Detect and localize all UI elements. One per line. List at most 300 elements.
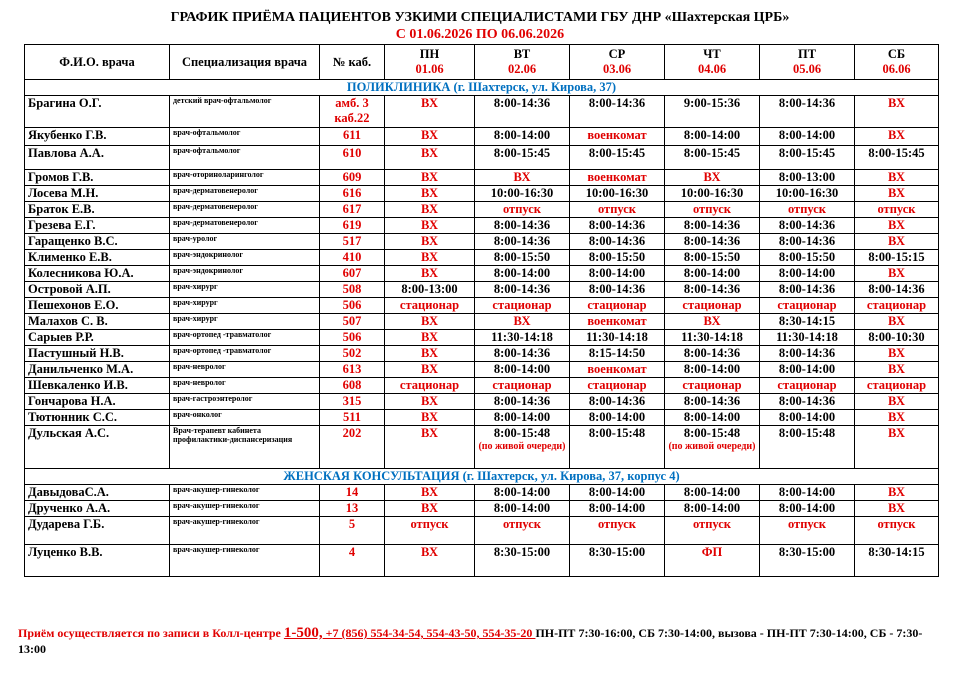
day-schedule-cell: [855, 362, 939, 378]
schedule-value: ВХ: [887, 410, 906, 424]
doctor-name: Громов Г.В.: [25, 170, 170, 186]
schedule-value: ВХ: [420, 426, 439, 440]
day-schedule-cell: [385, 170, 475, 186]
doctor-name: Грезева Е.Г.: [25, 218, 170, 234]
schedule-value: 8:00-14:36: [683, 218, 741, 232]
table-row: [25, 250, 939, 266]
day-schedule-cell: [855, 485, 939, 501]
day-schedule-cell: [570, 298, 665, 314]
schedule-value: отпуск: [692, 202, 732, 216]
table-row: [25, 170, 939, 186]
header-day-thu: ЧТ 04.06: [665, 45, 760, 80]
day-schedule-cell: [385, 394, 475, 410]
schedule-value: 11:30-14:18: [491, 330, 553, 344]
doctor-name: Брагина О.Г.: [25, 96, 170, 128]
day-schedule-cell: [665, 250, 760, 266]
schedule-value: ВХ: [420, 234, 439, 248]
day-schedule-cell: [385, 186, 475, 202]
day-schedule-cell: [570, 346, 665, 362]
doctor-name: Дульская А.С.: [25, 426, 170, 469]
schedule-value: ВХ: [887, 266, 906, 280]
table-row: [25, 362, 939, 378]
schedule-value: ВХ: [887, 218, 906, 232]
day-schedule-cell: [475, 128, 570, 146]
schedule-value: ВХ: [887, 485, 906, 499]
table-row: [25, 545, 939, 577]
doctor-specialization: Врач-терапевт кабинета профилактики-диспансеризация: [170, 426, 320, 469]
schedule-value: 8:00-14:00: [778, 501, 836, 515]
doctor-specialization: врач-онколог: [170, 410, 320, 426]
day-schedule-cell: [385, 501, 475, 517]
day-schedule-cell: [570, 545, 665, 577]
schedule-value: 8:00-14:00: [493, 362, 551, 376]
day-schedule-cell: [475, 378, 570, 394]
schedule-value: ВХ: [420, 218, 439, 232]
section-header-row: [25, 469, 939, 485]
schedule-value: стационар: [587, 298, 647, 312]
day-schedule-cell: [760, 378, 855, 394]
doctor-specialization: врач-акушер-гинеколог: [170, 501, 320, 517]
day-schedule-cell: [385, 298, 475, 314]
day-schedule-cell: [475, 485, 570, 501]
day-schedule-cell: [570, 378, 665, 394]
table-row: [25, 218, 939, 234]
day-schedule-cell: [855, 282, 939, 298]
schedule-value: 8:30-15:00: [778, 545, 836, 559]
day-schedule-cell: [760, 234, 855, 250]
day-schedule-cell: [760, 545, 855, 577]
day-schedule-cell: [760, 426, 855, 469]
schedule-value: ВХ: [420, 146, 439, 160]
schedule-value: 8:00-14:00: [588, 485, 646, 499]
header-name: Ф.И.О. врача: [25, 45, 170, 80]
day-schedule-cell: [855, 170, 939, 186]
day-schedule-cell: [855, 346, 939, 362]
schedule-value: ВХ: [887, 346, 906, 360]
schedule-value: ВХ: [887, 362, 906, 376]
schedule-value: ВХ: [513, 314, 531, 328]
day-schedule-cell: [855, 128, 939, 146]
cabinet-number: 506: [320, 298, 385, 314]
schedule-value: 8:30-14:15: [868, 545, 925, 559]
schedule-value: 8:00-14:36: [493, 282, 551, 296]
cabinet-number: 617: [320, 202, 385, 218]
doctor-specialization: врач-дерматовенеролог: [170, 186, 320, 202]
schedule-value: 10:00-16:30: [775, 186, 839, 200]
day-schedule-cell: [855, 545, 939, 577]
day-schedule-cell: [570, 250, 665, 266]
doctor-specialization: врач-ортопед -травматолог: [170, 346, 320, 362]
day-schedule-cell: [855, 394, 939, 410]
cabinet-number: амб. 3 каб.22: [320, 96, 385, 128]
table-row: [25, 146, 939, 170]
cabinet-number: 4: [320, 545, 385, 577]
day-schedule-cell: [760, 282, 855, 298]
doctor-specialization: врач-невролог: [170, 362, 320, 378]
table-row: [25, 394, 939, 410]
day-schedule-cell: [760, 517, 855, 545]
day-schedule-cell: [385, 517, 475, 545]
schedule-value: 8:00-15:45: [493, 146, 551, 160]
schedule-value: 10:00-16:30: [585, 186, 649, 200]
doctor-specialization: врач-уролог: [170, 234, 320, 250]
day-schedule-cell: [665, 218, 760, 234]
schedule-value: 8:00-15:48: [493, 426, 551, 440]
day-schedule-cell: [855, 266, 939, 282]
schedule-value: военкомат: [587, 128, 647, 142]
doctor-specialization: врач-хирург: [170, 282, 320, 298]
doctor-specialization: врач-офтальмолог: [170, 128, 320, 146]
schedule-value: ВХ: [420, 202, 439, 216]
day-schedule-cell: [760, 186, 855, 202]
schedule-value: 11:30-14:18: [776, 330, 838, 344]
page-title: ГРАФИК ПРИЁМА ПАЦИЕНТОВ УЗКИМИ СПЕЦИАЛИСТАМИ ГБУ ДНР «Шахтерская ЦРБ»: [170, 10, 790, 25]
doctor-specialization: врач-оториноларинголог: [170, 170, 320, 186]
day-schedule-cell: [855, 426, 939, 469]
cabinet-number: 507: [320, 314, 385, 330]
schedule-value: 8:00-14:00: [778, 485, 836, 499]
schedule-value: 8:00-15:48: [588, 426, 646, 440]
schedule-value: 8:00-13:00: [778, 170, 836, 184]
day-schedule-cell: [665, 146, 760, 170]
header-day-fri: ПТ 05.06: [760, 45, 855, 80]
cabinet-number: 202: [320, 426, 385, 469]
doctor-name: Луценко В.В.: [25, 545, 170, 577]
schedule-value: отпуск: [787, 517, 827, 531]
day-schedule-cell: [760, 266, 855, 282]
day-schedule-cell: [665, 410, 760, 426]
day-schedule-cell: [855, 96, 939, 128]
doctor-name: Дударева Г.Б.: [25, 517, 170, 545]
day-schedule-cell: [475, 218, 570, 234]
schedule-value: 8:00-15:45: [683, 146, 741, 160]
schedule-value: 8:00-14:00: [588, 501, 646, 515]
schedule-value: ВХ: [420, 545, 439, 559]
schedule-value: 8:00-14:00: [778, 128, 836, 142]
cabinet-number: 607: [320, 266, 385, 282]
working-hours: ПН-ПТ 7:30-16:00, СБ 7:30-14:00, вызова - ПН-ПТ 7:30-14:00, СБ - 7:30- 13:00: [18, 626, 923, 656]
schedule-value: стационар: [492, 298, 552, 312]
schedule-value: ВХ: [420, 330, 439, 344]
schedule-value: 8:00-15:15: [868, 250, 925, 264]
cabinet-number: 315: [320, 394, 385, 410]
day-schedule-cell: [475, 410, 570, 426]
schedule-value: ВХ: [887, 314, 906, 328]
schedule-value: 10:00-16:30: [680, 186, 744, 200]
header-spec: Специализация врача: [170, 45, 320, 80]
schedule-note: (по живой очереди): [668, 441, 756, 452]
day-schedule-cell: [570, 128, 665, 146]
schedule-value: ВХ: [703, 314, 721, 328]
doctor-specialization: врач-акушер-гинеколог: [170, 485, 320, 501]
day-schedule-cell: [760, 146, 855, 170]
day-schedule-cell: [665, 394, 760, 410]
day-schedule-cell: [475, 346, 570, 362]
day-schedule-cell: [855, 501, 939, 517]
schedule-value: 8:00-14:00: [683, 501, 741, 515]
day-schedule-cell: [570, 170, 665, 186]
schedule-value: ФП: [701, 545, 723, 559]
day-schedule-cell: [385, 266, 475, 282]
day-schedule-cell: [475, 330, 570, 346]
cabinet-number: 13: [320, 501, 385, 517]
day-schedule-cell: [385, 146, 475, 170]
footer-note: Приём осуществляется по записи в Колл-центре 1-500, +7 (856) 554-34-54, 554-43-50, 554-35-20 ПН-ПТ 7:30-16:00, СБ 7:30-14:00, вызова - ПН-ПТ 7:30-14:00, СБ - 7:30- 13:00: [18, 625, 923, 656]
schedule-value: отпуск: [502, 517, 542, 531]
table-row: [25, 96, 939, 128]
day-schedule-cell: [855, 202, 939, 218]
cabinet-number: 5: [320, 517, 385, 545]
schedule-value: 8:00-15:50: [683, 250, 741, 264]
doctor-specialization: врач-невролог: [170, 378, 320, 394]
schedule-value: 11:30-14:18: [681, 330, 743, 344]
table-row: [25, 501, 939, 517]
cabinet-number: 611: [320, 128, 385, 146]
schedule-value: ВХ: [420, 186, 439, 200]
schedule-value: ВХ: [420, 250, 439, 264]
day-schedule-cell: [665, 545, 760, 577]
day-schedule-cell: [855, 146, 939, 170]
day-schedule-cell: [760, 202, 855, 218]
schedule-value: отпуск: [597, 202, 637, 216]
day-schedule-cell: [665, 346, 760, 362]
day-schedule-cell: [385, 218, 475, 234]
doctor-name: Лосева М.Н.: [25, 186, 170, 202]
day-schedule-cell: [570, 501, 665, 517]
doctor-name: Сарыев Р.Р.: [25, 330, 170, 346]
day-schedule-cell: [475, 362, 570, 378]
schedule-value: 8:30-14:15: [778, 314, 836, 328]
cabinet-number: 508: [320, 282, 385, 298]
day-schedule-cell: [570, 202, 665, 218]
day-schedule-cell: [665, 170, 760, 186]
schedule-value: 8:00-14:36: [588, 394, 646, 408]
doctor-name: Друченко А.А.: [25, 501, 170, 517]
header-day-tue: ВТ 02.06: [475, 45, 570, 80]
schedule-value: ВХ: [420, 96, 439, 110]
doctor-name: Гончарова Н.А.: [25, 394, 170, 410]
day-schedule-cell: [855, 410, 939, 426]
cabinet-number: 616: [320, 186, 385, 202]
schedule-value: 8:00-14:00: [683, 266, 741, 280]
table-row: [25, 186, 939, 202]
day-schedule-cell: [665, 282, 760, 298]
schedule-value: 8:00-14:36: [588, 282, 646, 296]
doctor-name: Браток Е.В.: [25, 202, 170, 218]
day-schedule-cell: [570, 266, 665, 282]
day-schedule-cell: [475, 501, 570, 517]
schedule-value: 8:00-14:00: [493, 485, 551, 499]
schedule-value: ВХ: [887, 394, 906, 408]
schedule-value: 8:00-14:36: [778, 96, 836, 110]
cabinet-number: 613: [320, 362, 385, 378]
doctor-name: Пастушный Н.В.: [25, 346, 170, 362]
day-schedule-cell: [385, 330, 475, 346]
schedule-value: стационар: [399, 378, 460, 392]
table-row: [25, 202, 939, 218]
doctor-specialization: врач-хирург: [170, 314, 320, 330]
schedule-value: 8:00-15:50: [493, 250, 551, 264]
schedule-value: ВХ: [887, 234, 906, 248]
table-row: [25, 485, 939, 501]
cabinet-number: 619: [320, 218, 385, 234]
doctor-name: Пешехонов Е.О.: [25, 298, 170, 314]
cabinet-number: 609: [320, 170, 385, 186]
day-schedule-cell: [665, 501, 760, 517]
schedule-value: 8:00-14:36: [778, 282, 836, 296]
schedule-value: ВХ: [420, 485, 439, 499]
schedule-value: отпуск: [597, 517, 637, 531]
doctor-specialization: врач-эндокринолог: [170, 266, 320, 282]
cabinet-number: 502: [320, 346, 385, 362]
schedule-value: 8:00-15:45: [588, 146, 646, 160]
day-schedule-cell: [475, 250, 570, 266]
schedule-value: 9:00-15:36: [683, 96, 741, 110]
schedule-value: 8:00-13:00: [401, 282, 458, 296]
schedule-value: стационар: [777, 298, 837, 312]
schedule-value: 8:00-14:36: [778, 394, 836, 408]
call-center-number: 1-500,: [283, 625, 323, 641]
day-schedule-cell: [475, 170, 570, 186]
day-schedule-cell: [385, 485, 475, 501]
table-row: [25, 346, 939, 362]
schedule-value: отпуск: [692, 517, 732, 531]
schedule-value: ВХ: [420, 410, 439, 424]
doctor-name: ДавыдоваС.А.: [25, 485, 170, 501]
schedule-value: отпуск: [877, 202, 916, 216]
doctor-specialization: врач-ортопед -травматолог: [170, 330, 320, 346]
schedule-value: стационар: [492, 378, 552, 392]
phone-numbers: +7 (856) 554-34-54, 554-43-50, 554-35-20: [322, 626, 536, 640]
day-schedule-cell: [760, 330, 855, 346]
day-schedule-cell: [475, 298, 570, 314]
day-schedule-cell: [570, 330, 665, 346]
day-schedule-cell: [665, 314, 760, 330]
schedule-value: 8:00-14:00: [683, 362, 741, 376]
day-schedule-cell: [760, 218, 855, 234]
day-schedule-cell: [665, 96, 760, 128]
day-schedule-cell: [665, 186, 760, 202]
day-schedule-cell: [665, 330, 760, 346]
doctor-name: Островой А.П.: [25, 282, 170, 298]
schedule-value: 8:00-14:36: [588, 234, 646, 248]
schedule-value: 8:00-14:00: [493, 410, 551, 424]
day-schedule-cell: [385, 202, 475, 218]
day-schedule-cell: [665, 362, 760, 378]
schedule-value: 8:00-14:00: [493, 266, 551, 280]
day-schedule-cell: [570, 410, 665, 426]
section-title: ПОЛИКЛИНИКА (г. Шахтерск, ул. Кирова, 37): [25, 80, 939, 96]
table-row: [25, 234, 939, 250]
day-schedule-cell: [475, 426, 570, 469]
day-schedule-cell: [665, 517, 760, 545]
day-schedule-cell: [385, 128, 475, 146]
schedule-value: ВХ: [887, 426, 906, 440]
day-schedule-cell: [760, 170, 855, 186]
day-schedule-cell: [760, 128, 855, 146]
day-schedule-cell: [385, 234, 475, 250]
schedule-value: стационар: [777, 378, 837, 392]
schedule-value: ВХ: [703, 170, 721, 184]
cabinet-number: 517: [320, 234, 385, 250]
day-schedule-cell: [570, 362, 665, 378]
day-schedule-cell: [385, 426, 475, 469]
header-day-mon: ПН 01.06: [385, 45, 475, 80]
schedule-value: 8:00-14:36: [778, 346, 836, 360]
cabinet-number: 511: [320, 410, 385, 426]
schedule-value: отпуск: [787, 202, 827, 216]
day-schedule-cell: [385, 96, 475, 128]
cabinet-number: 608: [320, 378, 385, 394]
schedule-value: 8:00-14:36: [493, 234, 551, 248]
day-schedule-cell: [855, 378, 939, 394]
schedule-value: 8:00-14:00: [778, 362, 836, 376]
day-schedule-cell: [760, 314, 855, 330]
schedule-note: (по живой очереди): [478, 441, 566, 452]
schedule-value: 8:00-14:36: [778, 234, 836, 248]
schedule-value: 8:00-14:36: [778, 218, 836, 232]
schedule-value: 8:00-14:00: [683, 128, 741, 142]
schedule-value: ВХ: [887, 96, 906, 110]
day-schedule-cell: [570, 282, 665, 298]
table-row: [25, 282, 939, 298]
table-row: [25, 426, 939, 469]
schedule-value: стационар: [682, 378, 742, 392]
day-schedule-cell: [665, 202, 760, 218]
day-schedule-cell: [570, 218, 665, 234]
day-schedule-cell: [665, 234, 760, 250]
cabinet-number: 14: [320, 485, 385, 501]
schedule-value: 8:00-14:36: [588, 218, 646, 232]
day-schedule-cell: [760, 362, 855, 378]
table-row: [25, 410, 939, 426]
schedule-value: ВХ: [420, 266, 439, 280]
schedule-value: ВХ: [887, 128, 906, 142]
schedule-value: 8:30-15:00: [588, 545, 646, 559]
doctor-name: Малахов С. В.: [25, 314, 170, 330]
day-schedule-cell: [760, 410, 855, 426]
day-schedule-cell: [855, 330, 939, 346]
doctor-name: Якубенко Г.В.: [25, 128, 170, 146]
doctor-name: Колесникова Ю.А.: [25, 266, 170, 282]
day-schedule-cell: [385, 282, 475, 298]
day-schedule-cell: [475, 146, 570, 170]
table-row: [25, 517, 939, 545]
cabinet-number: 410: [320, 250, 385, 266]
table-row: [25, 266, 939, 282]
day-schedule-cell: [385, 314, 475, 330]
schedule-table: [24, 44, 939, 577]
schedule-value: ВХ: [420, 501, 439, 515]
day-schedule-cell: [760, 298, 855, 314]
day-schedule-cell: [665, 485, 760, 501]
day-schedule-cell: [475, 186, 570, 202]
schedule-value: ВХ: [420, 346, 439, 360]
day-schedule-cell: [385, 378, 475, 394]
day-schedule-cell: [570, 517, 665, 545]
schedule-value: ВХ: [420, 362, 439, 376]
table-row: [25, 314, 939, 330]
schedule-value: 8:00-14:00: [588, 410, 646, 424]
doctor-name: Данильченко М.А.: [25, 362, 170, 378]
day-schedule-cell: [855, 234, 939, 250]
day-schedule-cell: [475, 96, 570, 128]
schedule-value: 8:00-14:00: [683, 485, 741, 499]
schedule-value: 8:00-14:36: [683, 282, 741, 296]
day-schedule-cell: [855, 298, 939, 314]
schedule-value: ВХ: [887, 501, 906, 515]
header-cab: № каб.: [320, 45, 385, 80]
